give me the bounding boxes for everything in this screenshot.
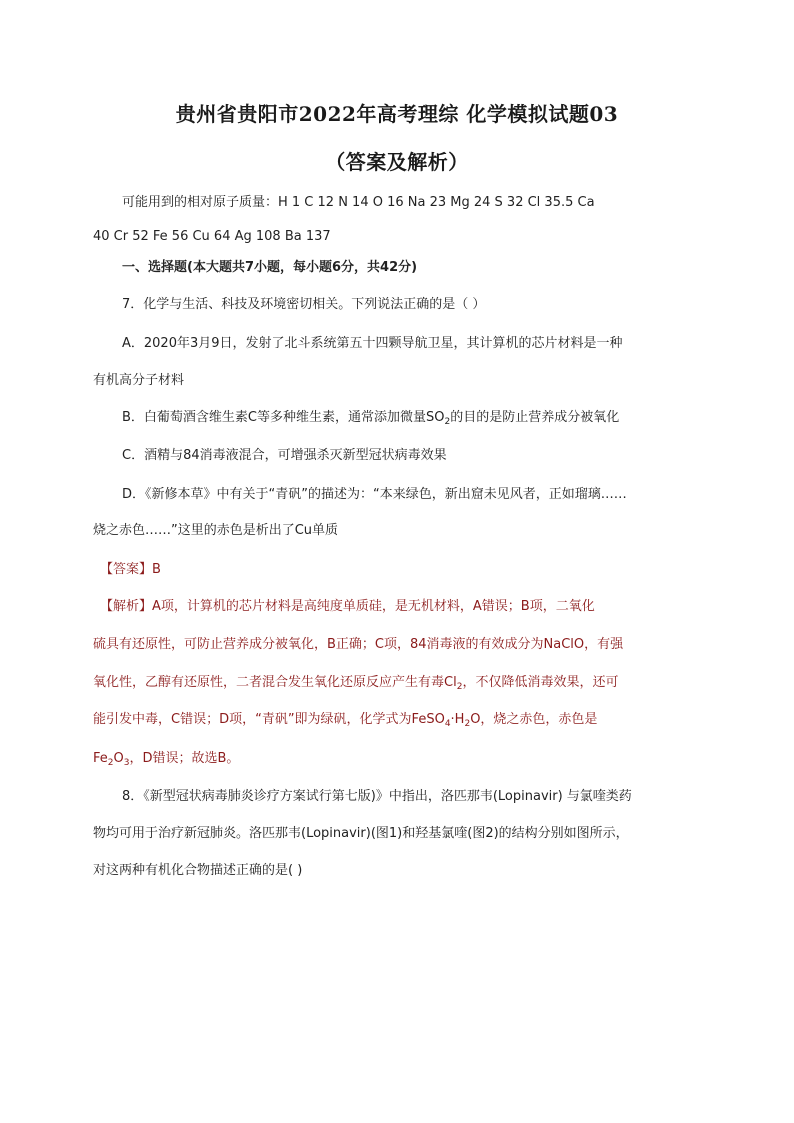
atomic-mass-line-1: 可能用到的相对原子质量：H 1 C 12 N 14 O 16 Na 23 Mg 24 S 32 Cl 35.5 Ca [122, 195, 595, 210]
q7-exp5-fe: Fe [93, 751, 108, 766]
q7-exp4-mid: ·H [450, 712, 465, 727]
q7-exp4-sub2: 2 [464, 719, 471, 729]
q7-exp4-text: 能引发中毒，C错误；D项，“青矾”即为绿矾，化学式为FeSO [93, 712, 445, 727]
q7-explanation-line2: 硫具有还原性，可防止营养成分被氧化，B正确；C项，84消毒液的有效成分为NaClO，有强 [93, 637, 624, 652]
q7-explanation-line5 [93, 749, 239, 769]
atomic-mass-line-2: 40 Cr 52 Fe 56 Cu 64 Ag 108 Ba 137 [93, 229, 331, 244]
q7-exp3-tail: ，不仅降低消毒效果，还可 [462, 675, 619, 690]
q8-line3: 对这两种有机化合物描述正确的是( ) [93, 863, 303, 878]
q7-explanation-line3 [93, 673, 618, 693]
q7-exp3-text: 氧化性，乙醇有还原性，二者混合发生氧化还原反应产生有毒Cl [93, 675, 457, 690]
q7-exp5-tail: ，D错误；故选B。 [129, 751, 240, 766]
q7-explanation-line1: 【解析】A项，计算机的芯片材料是高纯度单质硅，是无机材料，A错误；B项，二氧化 [100, 599, 595, 614]
q7-exp5-sub2: 3 [123, 758, 130, 768]
q7-exp3-sub: 2 [456, 682, 463, 692]
q7-option-c: C．酒精与84消毒液混合，可增强杀灭新型冠状病毒效果 [122, 448, 447, 463]
q7-option-b-sub: 2 [444, 417, 451, 427]
q7-exp5-o: O [113, 751, 124, 766]
q7-option-b-text: B．白葡萄酒含维生素C等多种维生素，通常添加微量SO [122, 410, 445, 425]
q7-answer: 【答案】B [100, 562, 161, 577]
q7-exp4-sub: 4 [444, 719, 451, 729]
q7-option-b [122, 408, 619, 428]
q7-option-d-line2: 烧之赤色……”这里的赤色是析出了Cu单质 [93, 523, 339, 538]
q7-option-b-tail: 的目的是防止营养成分被氧化 [450, 410, 620, 425]
q7-exp5-sub1: 2 [107, 758, 114, 768]
section-heading: 一、选择题(本大题共7小题，每小题6分，共42分) [122, 260, 418, 275]
q8-line1: 8．《新型冠状病毒肺炎诊疗方案试行第七版)》中指出，洛匹那韦(Lopinavir) 与氯喹类药 [122, 789, 632, 804]
document-title: 贵州省贵阳市2022年高考理综 化学模拟试题03 [175, 102, 619, 126]
q7-option-d-line1: D．《新修本草》中有关于“青矾”的描述为：“本来绿色，新出窟未见风者，正如瑠璃…… [122, 487, 627, 502]
q7-explanation-line4 [93, 710, 597, 730]
document-subtitle: （答案及解析） [325, 150, 469, 174]
q7-exp4-tail: O，烧之赤色，赤色是 [470, 712, 598, 727]
q7-stem: 7．化学与生活、科技及环境密切相关。下列说法正确的是（ ） [122, 297, 486, 312]
q7-option-a-line1: A．2020年3月9日，发射了北斗系统第五十四颗导航卫星，其计算机的芯片材料是一种 [122, 336, 623, 351]
q7-option-a-line2: 有机高分子材料 [93, 373, 185, 388]
q8-line2: 物均可用于治疗新冠肺炎。洛匹那韦(Lopinavir)(图1)和羟基氯喹(图2)的结构分别如图所示， [93, 826, 629, 841]
